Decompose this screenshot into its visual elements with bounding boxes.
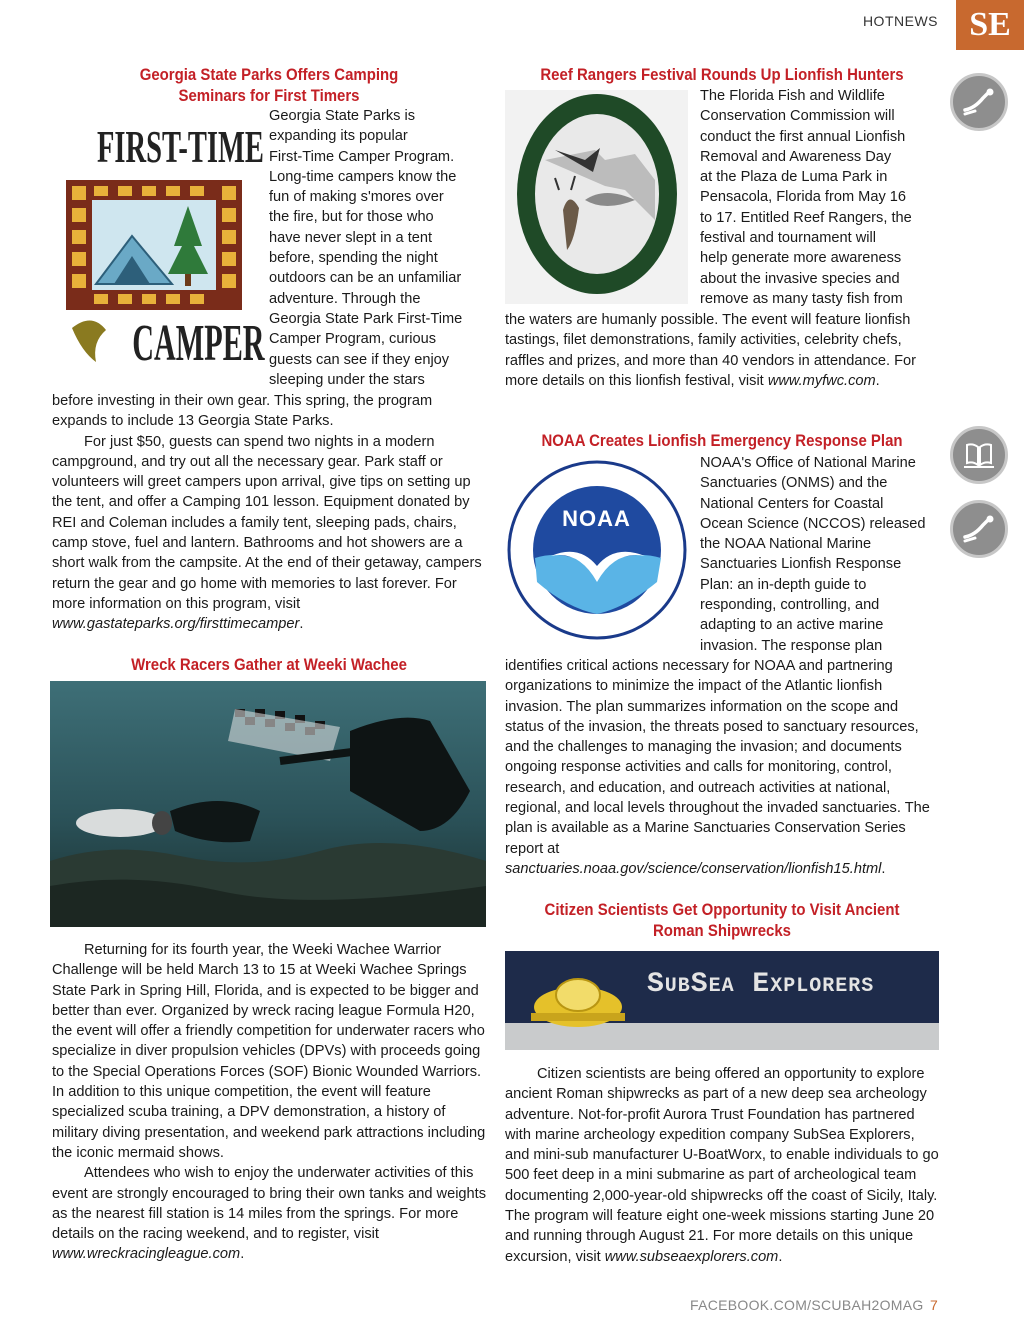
fwc-seal-logo <box>505 90 688 304</box>
underwater-racers-photo <box>50 681 486 927</box>
book-icon <box>950 426 1008 484</box>
subsea-body: Citizen scientists are being offered an opportunity to explore ancient Roman shipwrecks as part of a new deep sea archeology adventure. Not-for-profit Aurora Trust Foundation has partnered with marine archeology expedition company SubSea Explorers, and mini-sub manufacturer U-BoatWorx, to enable individuals to go 500 feet deep in a mini submarine as part of archeological team documenting 2,000-year-old shipwrecks off the coast of Sicily, Italy. The program will feature eight one-week missions starting June 20 and running through August 21. For more details on this unique excursion, visit www.subseaexplorers.com. <box>505 1066 939 1265</box>
reef-wrap-text: The Florida Fish and Wildlife Conservation Commission will conduct the first annual Lionfish Removal and Awareness Day at the Plaza de Luma Park in Pensacola, Florida from May 16 to 17. Entitled Reef Rangers, the festival and tournament will help generate more awareness about the invasive species and remove as many tasty fish from <box>700 88 912 307</box>
noaa-logo: NOAA <box>505 458 688 644</box>
wreck-headline: Wreck Racers Gather at Weeki Wachee <box>131 655 407 674</box>
diver-icon <box>950 73 1008 131</box>
wreckracing-link[interactable]: www.wreckracingleague.com <box>52 1246 241 1263</box>
noaa-link[interactable]: sanctuaries.noaa.gov/science/conservation/lionfish15.html <box>505 860 882 877</box>
diver-icon <box>950 500 1008 558</box>
noaa-wrap-text: NOAA's Office of National Marine Sanctuaries (ONMS) and the National Centers for Coastal Ocean Science (NCCOS) released the NOAA National Marine Sanctuaries Lionfish Response Plan: an in-depth guide to responding, controlling, and adapting to an active marine invasion. The response plan <box>700 455 926 654</box>
camping-headline: Georgia State Parks Offers Camping Seminars for First Timers <box>139 65 399 105</box>
page-number: 7 <box>930 1297 938 1313</box>
camping-body: before investing in their own gear. This spring, the program expands to include 13 Georgia State Parks. For just $50, guests can spend two nights in a modern campground, and try out all the necessary gear. Park staff or volunteers will greet campers upon arrival, give tips on setting up the tent, and offer a Camping 101 lesson. Equipment donated by REI and Coleman includes a family tent, sleeping pads, chairs, camp stove, fuel and lantern. Bathrooms and hot showers are a short walk from the campsite. At the end of their getaway, campers return the gear and go home with memories to last forever. For more information on this program, visit www.gastateparks.org/firsttimecamper. <box>52 393 482 633</box>
noaa-body: identifies critical actions necessary for NOAA and partnering organizations to minimize the impact of the Atlantic lionfish invasion. The plan summarizes information on the scope and status of the invasion, the threats posed to sanctuary resources, and the challenges to managing the invasion; and documents ongoing response activities and calls for monitoring, control, research, and education, and outreach activities at national, regional, and local levels throughout the invaded sanctuaries. The plan is available as a Marine Sanctuaries Conservation Series report at sanctuaries.noaa.gov/science/conservation/lionfish15.html. <box>505 658 930 877</box>
noaa-headline: NOAA Creates Lionfish Emergency Response Plan <box>541 431 903 450</box>
wreck-body: Returning for its fourth year, the Weeki Wachee Warrior Challenge will be held March 13 to 15 at Weeki Wachee Springs State Park in Spring Hill, Florida, and is expected to be bigger and better than ever. Organized by wreck racing league Formula H20, the event will offer a friendly competition for underwater racers who specialize in diver propulsion vehicles (DPVs) with proceeds going to the Special Operations Forces (SOF) Bionic Wounded Warriors. In addition to this unique competition, the event will feature specialized scuba training, a DPV demonstration, a history of military diving presentation, and weekend park attractions including the iconic mermaid shows. Attendees who wish to enjoy the underwater activities of this event are strongly encouraged to bring their own tanks and weights as the nearest fill station is 14 miles from the springs. For more details on the racing weekend, and to register, visit www.wreckracingleague.com. <box>52 942 487 1263</box>
section-badge: SE <box>956 0 1024 50</box>
reef-headline: Reef Rangers Festival Rounds Up Lionfish Hunters <box>540 65 904 84</box>
subsea-link[interactable]: www.subseaexplorers.com <box>604 1248 779 1265</box>
first-time-camper-logo: FIRST-TIME CAMPER <box>62 116 246 374</box>
footer-site[interactable]: FACEBOOK.COM/SCUBAH2OMAG <box>690 1297 924 1313</box>
gastateparks-link[interactable]: www.gastateparks.org/firsttimecamper <box>52 616 300 633</box>
subsea-headline: Citizen Scientists Get Opportunity to Visit Ancient Roman Shipwrecks <box>544 900 900 940</box>
reef-body: the waters are humanly possible. The event will feature lionfish tastings, filet demonstrations, family activities, celebrity chefs, raffles and prizes, and more than 40 vendors in attendance. For more details on this lionfish festival, visit www.myfwc.com. <box>505 312 917 389</box>
myfwc-link[interactable]: www.myfwc.com <box>767 372 876 389</box>
subsea-explorers-banner: SubSea Explorers <box>505 951 939 1050</box>
camping-wrap-text: Georgia State Parks is expanding its popular First-Time Camper Program. Long-time campers know the fun of making s'mores over the fire, but for those who have never slept in a tent before, spending the night outdoors can be an unfamiliar adventure. Through the Georgia State Park First-Time Camper Program, curious guests can see if they enjoy sleeping under the stars <box>269 108 463 388</box>
section-label: HOTNEWS <box>862 13 938 29</box>
